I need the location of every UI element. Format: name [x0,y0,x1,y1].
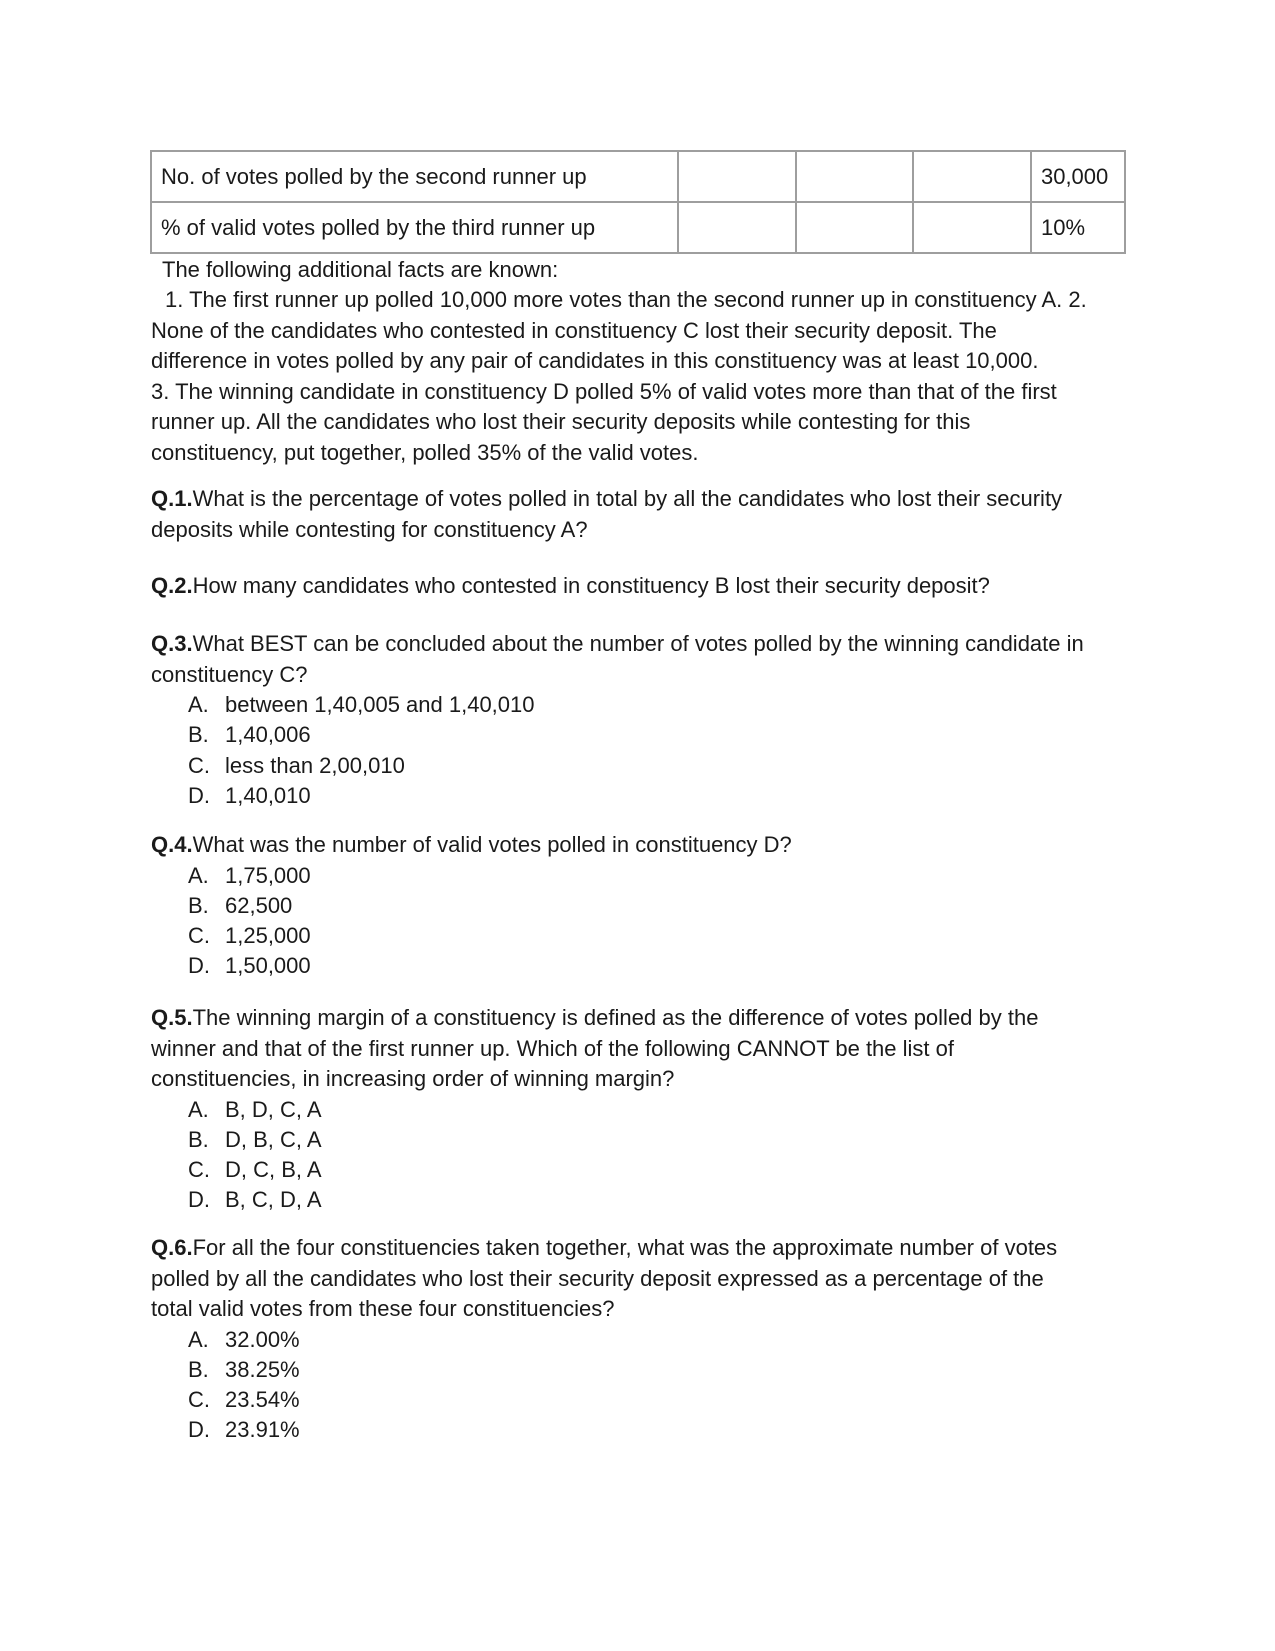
option-text: 1,40,006 [225,722,311,748]
table-cell [913,151,1031,202]
option-letter: C. [188,1387,210,1413]
question-line: winner and that of the first runner up. Which of the following CANNOT be the list of [151,1035,954,1061]
option-text: 23.91% [225,1417,300,1443]
option-text: 23.54% [225,1387,300,1413]
option-item [151,1355,1131,1385]
question-number: Q.5. [151,1005,193,1030]
option-item [151,751,1131,781]
question-line: polled by all the candidates who lost their security deposit expressed as a percentage of the [151,1265,1044,1291]
facts-line: None of the candidates who contested in constituency C lost their security deposit. The [151,317,997,343]
options-list [151,1095,1131,1216]
question-2 [151,571,1131,602]
option-item [151,1155,1131,1185]
option-item [151,1185,1131,1215]
option-letter: B. [188,1356,209,1382]
question-line: constituency C? [151,661,308,687]
option-item [151,1125,1131,1155]
table-cell-label: % of valid votes polled by the third runner up [151,202,678,253]
question-line: total valid votes from these four constituencies? [151,1296,615,1321]
question-line: constituencies, in increasing order of winning margin? [151,1066,675,1091]
option-letter: D. [188,1187,210,1213]
facts-line: 3. The winning candidate in constituency D polled 5% of valid votes more than that of the first [151,378,1057,404]
table-cell-value: 30,000 [1031,151,1125,202]
question-text: What BEST can be concluded about the number of votes polled by the winning candidate in [192,631,1084,656]
table-row [151,202,1125,253]
question-text: For all the four constituencies taken together, what was the approximate number of votes [192,1235,1058,1260]
question-line [151,571,1131,602]
option-text: 1,25,000 [225,923,311,949]
option-text: 1,50,000 [225,953,311,979]
option-letter: B. [188,892,209,918]
option-text: 62,500 [225,892,293,918]
option-text: less than 2,00,010 [225,752,405,778]
question-4 [151,830,1131,982]
option-letter: B. [188,1126,209,1152]
question-line [151,1233,1131,1264]
question-text: What was the number of valid votes polled in constituency D? [192,832,792,857]
table-cell [796,151,914,202]
table-cell [678,202,796,253]
facts-paragraph [151,285,1131,468]
option-item [151,1385,1131,1415]
question-line [151,629,1131,660]
options-list [151,861,1131,982]
option-text: between 1,40,005 and 1,40,010 [225,692,535,717]
option-letter: A. [188,1096,209,1122]
option-item [151,781,1131,811]
question-line [151,1003,1131,1034]
facts-line: runner up. All the candidates who lost their security deposits while contesting for this [151,409,971,434]
question-6 [151,1233,1131,1446]
question-line: deposits while contesting for constituency A? [151,516,588,542]
table-cell-value: 10% [1031,202,1125,253]
question-3 [151,629,1131,811]
option-item [151,1325,1131,1355]
question-text: What is the percentage of votes polled in total by all the candidates who lost their security [192,486,1063,511]
option-text: B, C, D, A [225,1187,322,1213]
question-text: The winning margin of a constituency is defined as the difference of votes polled by the [192,1005,1039,1030]
question-line [151,484,1131,515]
table-row [151,151,1125,202]
options-list [151,690,1131,811]
option-letter: C. [188,752,210,778]
option-letter: A. [188,692,209,717]
option-item [151,690,1131,720]
option-letter: A. [188,862,209,888]
question-number: Q.1. [151,486,193,511]
options-list [151,1325,1131,1446]
option-text: 38.25% [225,1356,300,1382]
question-1 [151,484,1131,545]
option-text: 1,40,010 [225,782,311,808]
option-text: 1,75,000 [225,862,311,888]
option-text: D, C, B, A [225,1157,322,1183]
question-text: How many candidates who contested in constituency B lost their security deposit? [192,573,990,598]
table-cell [913,202,1031,253]
question-number: Q.2. [151,573,193,598]
question-number: Q.6. [151,1235,193,1260]
option-letter: B. [188,722,209,748]
option-item [151,861,1131,891]
option-item [151,1415,1131,1445]
facts-heading: The following additional facts are known: [162,257,559,282]
option-letter: D. [188,1417,210,1443]
option-letter: D. [188,782,210,808]
option-text: 32.00% [225,1326,300,1352]
option-text: B, D, C, A [225,1096,322,1122]
question-line [151,830,1131,861]
question-number: Q.4. [151,832,193,857]
option-item [151,1095,1131,1125]
option-letter: D. [188,953,210,979]
option-item [151,720,1131,750]
option-letter: C. [188,1157,210,1183]
table-cell [678,151,796,202]
option-item [151,951,1131,981]
option-item [151,891,1131,921]
votes-table [150,150,1126,254]
facts-line: 1. The first runner up polled 10,000 more votes than the second runner up in constituency A. 2. [165,287,1087,312]
facts-line: difference in votes polled by any pair of candidates in this constituency was at least 10,000. [151,348,1039,373]
option-text: D, B, C, A [225,1126,322,1152]
question-number: Q.3. [151,631,193,656]
facts-line: constituency, put together, polled 35% of the valid votes. [151,439,699,465]
table-cell [796,202,914,253]
option-item [151,921,1131,951]
option-letter: C. [188,923,210,949]
question-5 [151,1003,1131,1216]
table-cell-label: No. of votes polled by the second runner up [151,151,678,202]
option-letter: A. [188,1326,209,1352]
